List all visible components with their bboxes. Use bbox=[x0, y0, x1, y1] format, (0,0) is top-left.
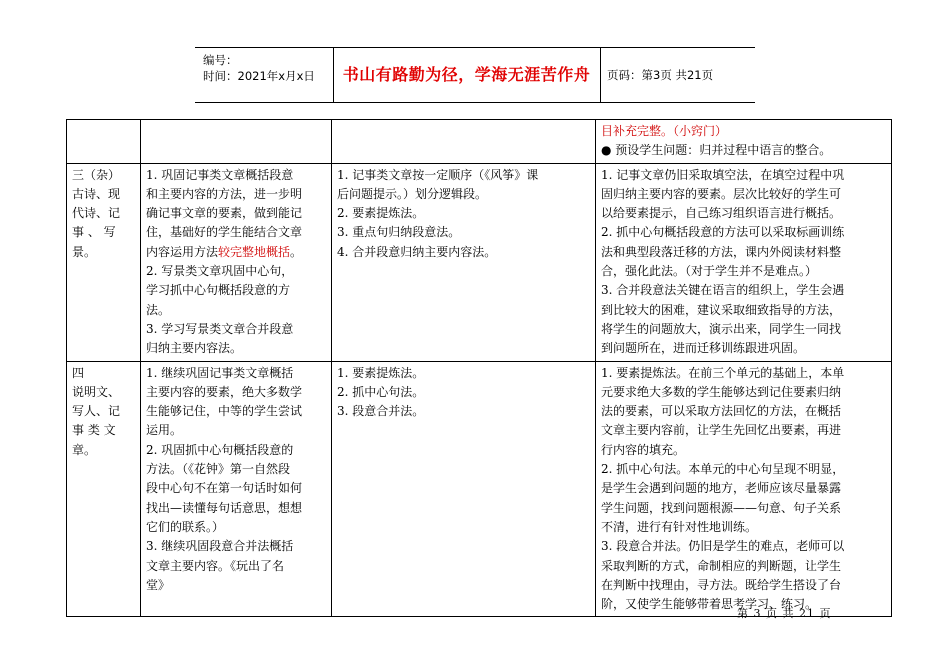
goal-line: 找出—读懂每句话意思，想想 bbox=[146, 500, 303, 515]
strategy-line: 到比较大的困难，建议采取细致指导的方法， bbox=[601, 302, 842, 317]
strategy-line: 2. 抓中心句概括段意的方法可以采取标画训练 bbox=[601, 225, 845, 240]
cell-unit bbox=[67, 361, 141, 617]
goal-line: 学习抓中心句概括段意的方 bbox=[146, 283, 291, 298]
strategy-line: 行内容的填充。 bbox=[601, 442, 686, 457]
cell-goals bbox=[141, 361, 332, 617]
unit-line: 三（杂） bbox=[72, 167, 121, 182]
goal-line: 和主要内容的方法，进一步明 bbox=[146, 186, 303, 201]
unit-line: 章。 bbox=[72, 442, 97, 457]
cell-strategy bbox=[596, 163, 892, 361]
method-line: 2. 抓中心句法。 bbox=[337, 384, 425, 399]
table-row bbox=[67, 120, 892, 164]
strategy-line: 目补充完整。（小窍门） bbox=[601, 124, 728, 138]
unit-line: 写人、记 bbox=[72, 404, 121, 419]
goal-text: 内容运用方法 bbox=[146, 244, 219, 259]
strategy-line: 元要求绝大多数的学生能够达到记住要素归纳 bbox=[601, 384, 842, 399]
table-row bbox=[67, 361, 892, 617]
strategy-line: 固归纳主要内容的要素。层次比较好的学生可 bbox=[601, 186, 842, 201]
unit-line: 代诗、记 bbox=[72, 206, 121, 221]
strategy-line: 不清，进行有针对性地训练。 bbox=[601, 519, 758, 534]
header-page-label: 页码：第3页 共21页 bbox=[607, 68, 714, 82]
goal-line: 段中心句不在第一句话时如何 bbox=[146, 481, 303, 496]
page-footer: 第 3 页 共 21 页 bbox=[737, 607, 832, 620]
goal-line: 堂》 bbox=[146, 577, 171, 592]
strategy-line: 学生问题，找到问题根源——句意、句子关系 bbox=[601, 500, 842, 515]
strategy-line: 法和典型段落迁移的方法，课内外阅读材料整 bbox=[601, 244, 842, 259]
method-line: 4. 合并段意归纳主要内容法。 bbox=[337, 244, 497, 259]
time-label: 时间：2021年x月x日 bbox=[203, 69, 315, 83]
goal-line: 生能够记住，中等的学生尝试 bbox=[146, 404, 303, 419]
teaching-plan-table bbox=[66, 119, 892, 617]
goal-line: 2. 写景类文章巩固中心句， bbox=[146, 264, 294, 279]
strategy-line: 将学生的问题放大，演示出来，同学生一同找 bbox=[601, 321, 842, 336]
strategy-line: 1. 要素提炼法。在前三个单元的基础上，本单 bbox=[601, 365, 845, 380]
cell-methods bbox=[332, 163, 596, 361]
strategy-line: 采取判断的方式，命制相应的判断题，让学生 bbox=[601, 558, 842, 573]
method-line: 2. 要素提炼法。 bbox=[337, 206, 425, 221]
unit-line: 事 、 写 bbox=[72, 225, 116, 240]
cell-unit bbox=[67, 120, 141, 164]
unit-line: 景。 bbox=[72, 244, 97, 259]
goal-highlight: 较完整地概括 bbox=[218, 244, 291, 259]
cell-methods bbox=[332, 120, 596, 164]
goal-line bbox=[146, 243, 326, 262]
strategy-line: 3. 段意合并法。仍旧是学生的难点，老师可以 bbox=[601, 539, 845, 554]
goal-line: 3. 继续巩固段意合并法概括 bbox=[146, 539, 294, 554]
number-label: 编号： bbox=[203, 53, 238, 67]
cell-goals bbox=[141, 163, 332, 361]
goal-line: 3. 学习写景类文章合并段意 bbox=[146, 321, 294, 336]
strategy-line: ● 预设学生问题：归并过程中语言的整合。 bbox=[601, 143, 832, 158]
goal-line: 1. 继续巩固记事类文章概括 bbox=[146, 365, 294, 380]
strategy-line: 在判断中找理由，寻方法。既给学生搭设了台 bbox=[601, 577, 842, 592]
method-line: 后问题提示。）划分逻辑段。 bbox=[337, 186, 488, 201]
method-line: 1. 记事类文章按一定顺序（《风筝》课 bbox=[337, 167, 539, 182]
page-header bbox=[195, 47, 755, 103]
unit-line: 古诗、现 bbox=[72, 186, 121, 201]
goal-line: 住，基础好的学生能结合文章 bbox=[146, 225, 303, 240]
method-line: 3. 段意合并法。 bbox=[337, 404, 425, 419]
header-info bbox=[195, 48, 334, 102]
goal-line: 确记事文章的要素，做到能记 bbox=[146, 206, 303, 221]
cell-strategy bbox=[596, 361, 892, 617]
cell-unit bbox=[67, 163, 141, 361]
goal-line: 归纳主要内容法。 bbox=[146, 341, 243, 356]
goal-line: 文章主要内容。《玩出了名 bbox=[146, 558, 285, 573]
strategy-line: 3. 合并段意法关键在语言的组织上，学生会遇 bbox=[601, 283, 845, 298]
goal-line: 方法。（《花钟》第一自然段 bbox=[146, 462, 291, 477]
strategy-line: 到问题所在，进而迁移训练跟进巩固。 bbox=[601, 341, 806, 356]
strategy-line: 文章主要内容前，让学生先回忆出要素，再进 bbox=[601, 423, 842, 438]
strategy-line: 合，强化此法。（对于学生并不是难点。） bbox=[601, 264, 818, 279]
goal-line: 运用。 bbox=[146, 423, 183, 438]
unit-line: 说明文、 bbox=[72, 384, 121, 399]
header-motto: 书山有路勤为径，学海无涯苦作舟 bbox=[333, 48, 601, 102]
goal-line: 法。 bbox=[146, 302, 171, 317]
cell-goals bbox=[141, 120, 332, 164]
goal-line: 它们的联系。） bbox=[146, 519, 225, 534]
strategy-line: 法的要素，可以采取方法回忆的方法，在概括 bbox=[601, 404, 842, 419]
method-line: 1. 要素提炼法。 bbox=[337, 365, 425, 380]
goal-text: 。 bbox=[290, 244, 303, 259]
unit-line: 事 类 文 bbox=[72, 423, 116, 438]
cell-methods bbox=[332, 361, 596, 617]
strategy-line: 2. 抓中心句法。本单元的中心句呈现不明显， bbox=[601, 462, 845, 477]
method-line: 3. 重点句归纳段意法。 bbox=[337, 225, 461, 240]
cell-strategy bbox=[596, 120, 892, 164]
strategy-line: 以给要素提示，自己练习组织语言进行概括。 bbox=[601, 206, 842, 221]
goal-line: 主要内容的要素，绝大多数学 bbox=[146, 384, 303, 399]
table-row bbox=[67, 163, 892, 361]
goal-line: 1. 巩固记事类文章概括段意 bbox=[146, 167, 294, 182]
unit-line: 四 bbox=[72, 365, 85, 380]
goal-line: 2. 巩固抓中心句概括段意的 bbox=[146, 442, 294, 457]
strategy-line: 是学生会遇到问题的地方，老师应该尽量暴露 bbox=[601, 481, 842, 496]
strategy-line: 阶，又使学生能够带着思考学习、练习。 bbox=[601, 597, 818, 612]
strategy-line: 1. 记事文章仍旧采取填空法，在填空过程中巩 bbox=[601, 167, 845, 182]
